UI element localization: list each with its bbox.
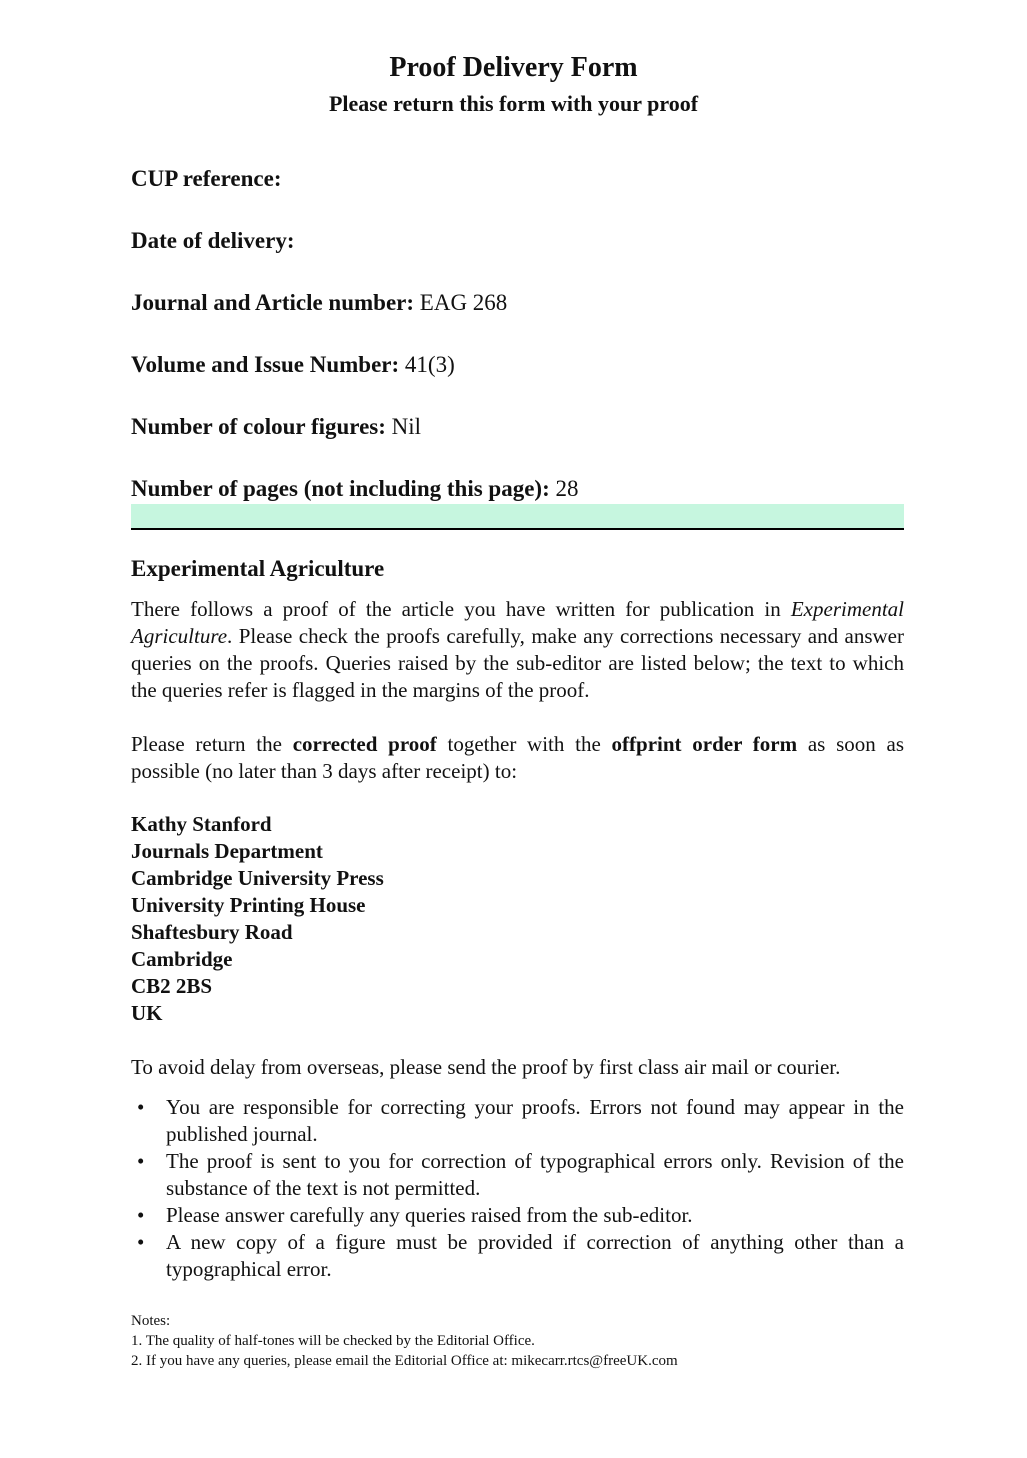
field-number-of-pages: [131, 476, 578, 502]
list-item-text: Please answer carefully any queries raised from the sub-editor.: [166, 1203, 693, 1227]
field-label: Number of colour figures:: [131, 414, 386, 439]
list-item: [131, 1202, 904, 1229]
address-line: Cambridge University Press: [131, 866, 384, 890]
list-item: [131, 1148, 904, 1202]
list-item: [131, 1229, 904, 1283]
list-item-text: You are responsible for correcting your proofs. Errors not found may appear in the published journal.: [166, 1095, 904, 1146]
field-value: Nil: [391, 414, 422, 439]
section-heading: Experimental Agriculture: [131, 556, 385, 581]
notes-section: [131, 1311, 678, 1371]
address-line: Cambridge: [131, 947, 233, 971]
field-label: Journal and Article number:: [131, 290, 415, 315]
field-cup-reference: [131, 166, 282, 192]
list-item-text: The proof is sent to you for correction of typographical errors only. Revision of the substance of the text is not permitted.: [166, 1149, 904, 1200]
note-item: 2. If you have any queries, please email the Editorial Office at: mikecarr.rtcs@freeUK.com: [131, 1353, 678, 1369]
field-label: Volume and Issue Number:: [131, 352, 400, 377]
divider-rule: [131, 528, 904, 530]
return-text-2: together with the: [436, 732, 612, 756]
address-line: Shaftesbury Road: [131, 920, 293, 944]
return-text-1: Please return the: [131, 732, 293, 756]
list-item: [131, 1094, 904, 1148]
return-paragraph: [131, 731, 904, 785]
address-line: University Printing House: [131, 893, 366, 917]
page-title: Proof Delivery Form: [389, 52, 638, 83]
field-date-of-delivery: [131, 228, 295, 254]
field-colour-figures: [131, 414, 421, 440]
list-item-text: A new copy of a figure must be provided if correction of anything other than a typographical error.: [166, 1230, 904, 1281]
bullet-icon: •: [137, 1095, 145, 1119]
field-value: EAG 268: [419, 290, 508, 315]
highlight-band: [131, 504, 904, 528]
field-value: 41(3): [404, 352, 455, 377]
page-subtitle: Please return this form with your proof: [328, 91, 699, 116]
intro-paragraph: [131, 596, 904, 704]
instructions-list: [131, 1094, 904, 1283]
field-label: CUP reference:: [131, 166, 282, 191]
address-line: Journals Department: [131, 839, 323, 863]
field-value: 28: [555, 476, 579, 501]
intro-journal-name: Experimental Agriculture: [131, 597, 904, 648]
note-item: 1. The quality of half-tones will be checked by the Editorial Office.: [131, 1333, 535, 1349]
intro-text-after: . Please check the proofs carefully, make any corrections necessary and answer queries on the proofs. Queries raised by the sub-editor are listed below; the text to which the queries refer is flagged in the margins of the proof.: [131, 624, 904, 702]
address-line: UK: [131, 1001, 163, 1025]
intro-text-before: There follows a proof of the article you have written for publication in: [131, 597, 791, 621]
corrected-proof-emphasis: corrected proof: [292, 732, 437, 756]
notes-heading: Notes:: [131, 1313, 171, 1329]
address-line: Kathy Stanford: [131, 812, 272, 836]
return-text-3: as soon as possible (no later than 3 days after receipt) to:: [131, 732, 905, 783]
overseas-paragraph: To avoid delay from overseas, please send the proof by first class air mail or courier.: [131, 1055, 841, 1079]
bullet-icon: •: [137, 1230, 145, 1254]
bullet-icon: •: [137, 1203, 145, 1227]
field-volume-issue-number: [131, 352, 455, 378]
address-line: CB2 2BS: [131, 974, 213, 998]
field-label: Date of delivery:: [131, 228, 295, 253]
offprint-order-form-emphasis: offprint order form: [611, 732, 798, 756]
return-address: [131, 811, 384, 1027]
bullet-icon: •: [137, 1149, 145, 1173]
field-label: Number of pages (not including this page):: [131, 476, 550, 501]
field-journal-article-number: [131, 290, 507, 316]
